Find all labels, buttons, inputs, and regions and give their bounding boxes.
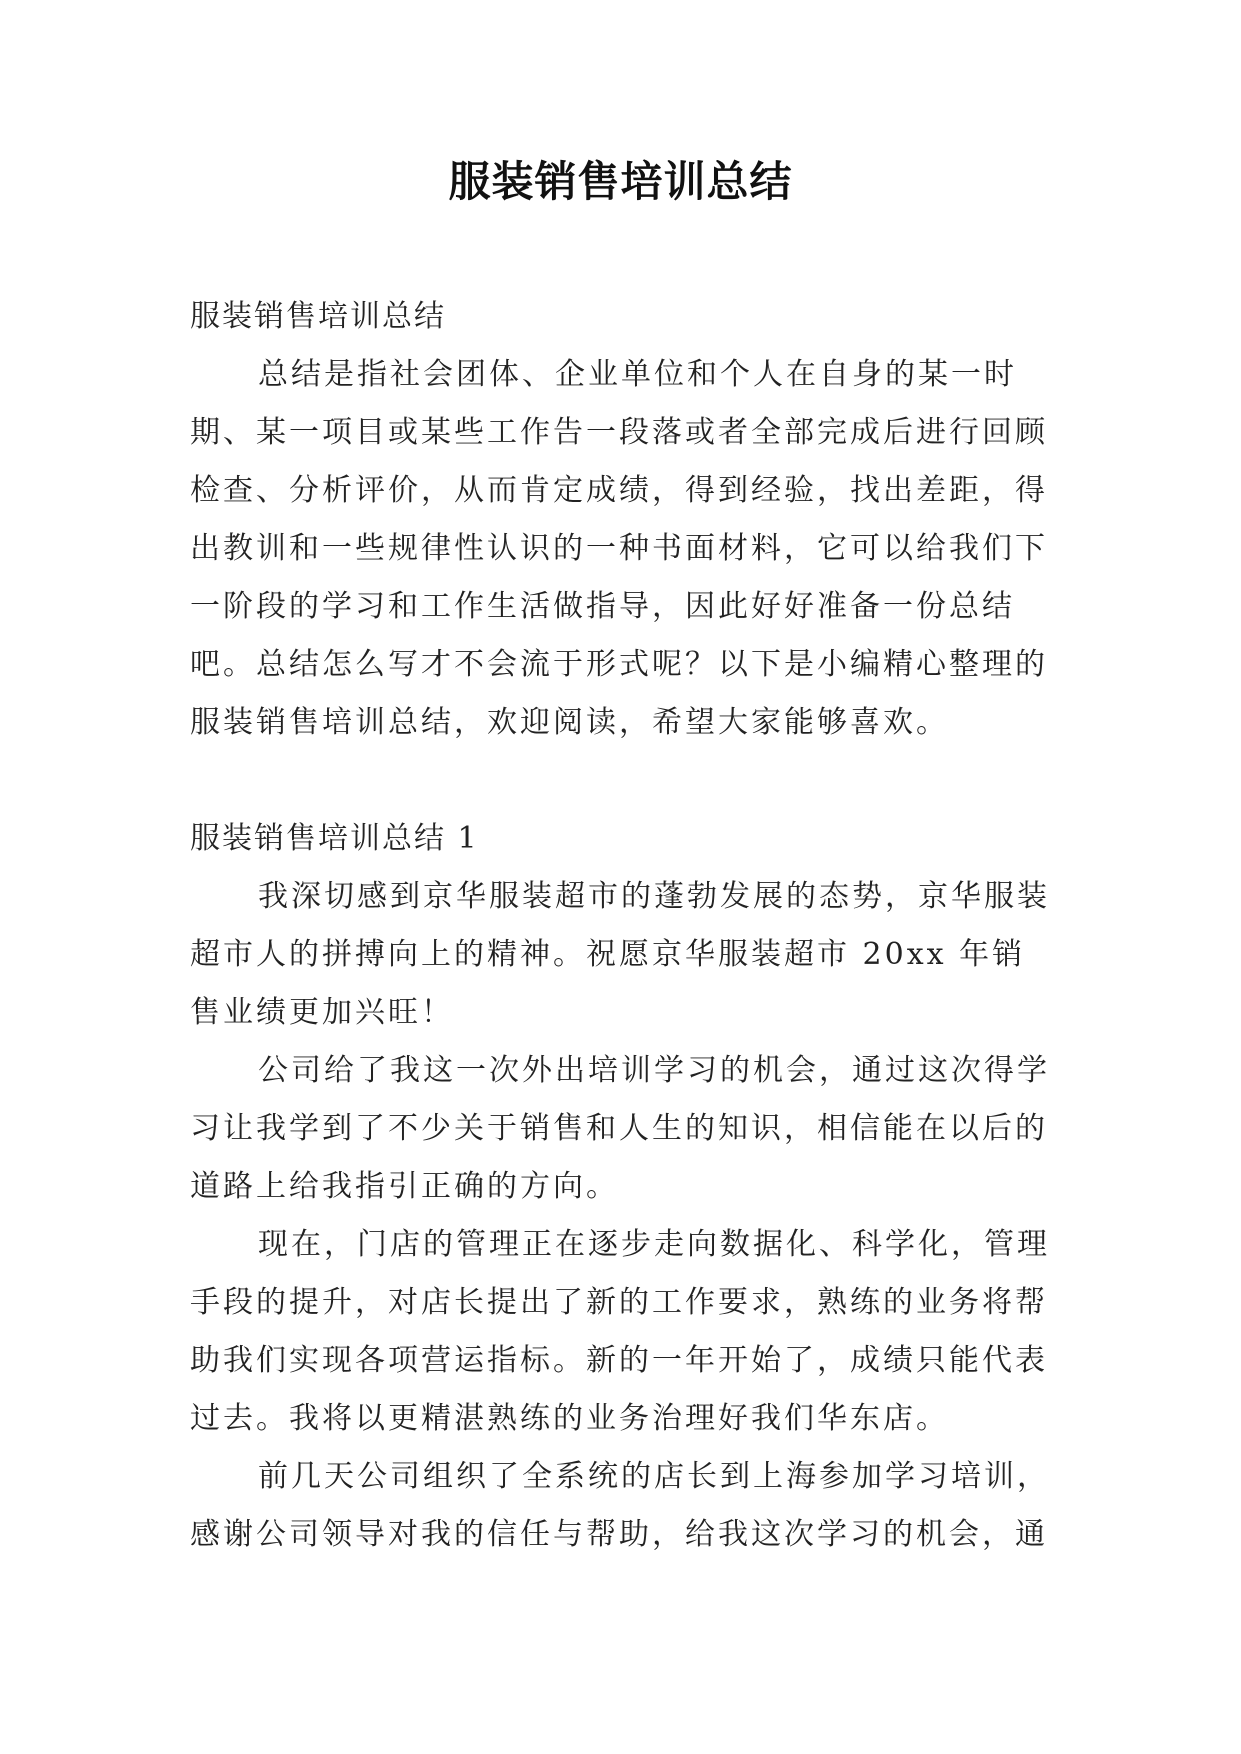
text-line: 前几天公司组织了全系统的店长到上海参加学习培训， <box>258 1459 1050 1494</box>
intro-paragraph <box>190 346 1052 752</box>
text-line: 公司给了我这一次外出培训学习的机会，通过这次得学 <box>258 1053 1050 1088</box>
paragraph <box>190 1042 1052 1216</box>
text-line: 道路上给我指引正确的方向。 <box>190 1169 619 1204</box>
text-line: 业绩更加兴旺！ <box>223 995 454 1030</box>
text-line: 习让我学到了不少关于销售和人生的知识，相信能在以后的 <box>190 1111 1048 1146</box>
section-heading: 服装销售培训总结 1 <box>190 821 479 856</box>
text-line: 某一项目或某些工作告一段落或者全部完成后进行回顾检 <box>190 415 1048 508</box>
text-line: 超市人的拼搏向上的精神。祝愿京华服装超市 20xx 年销售 <box>190 937 1026 1030</box>
document-title: 服装销售培训总结 <box>448 157 793 206</box>
text-line: 过去。我将以更精湛熟练的业务治理好我们华东店。 <box>190 1401 949 1436</box>
text-line: 总结是指社会团体、企业单位和个人在自身的某一时期、 <box>190 357 1017 450</box>
text-line: 查、分析评价，从而肯定成绩，得到经验，找出差距，得出 <box>190 473 1048 566</box>
paragraph <box>190 1448 1052 1564</box>
text-line: 感谢公司领导对我的信任与帮助，给我这次学习的机会，通 <box>190 1517 1048 1552</box>
text-line: 现在，门店的管理正在逐步走向数据化、科学化，管理 <box>258 1227 1050 1262</box>
paragraph <box>190 1216 1052 1448</box>
paragraph <box>190 868 1052 1042</box>
text-line: 总结怎么写才不会流于形式呢？以下是小编精心整理的服 <box>190 647 1048 740</box>
document-body <box>190 288 1052 1564</box>
text-line: 阶段的学习和工作生活做指导，因此好好准备一份总结吧。 <box>190 589 1015 682</box>
intro-heading: 服装销售培训总结 <box>190 299 446 334</box>
text-line: 我深切感到京华服装超市的蓬勃发展的态势，京华服装 <box>258 879 1050 914</box>
text-line: 装销售培训总结，欢迎阅读，希望大家能够喜欢。 <box>223 705 949 740</box>
text-line: 助我们实现各项营运指标。新的一年开始了，成绩只能代表 <box>190 1343 1048 1378</box>
section-spacer <box>190 752 1052 810</box>
text-line: 手段的提升，对店长提出了新的工作要求，熟练的业务将帮 <box>190 1285 1048 1320</box>
text-line: 教训和一些规律性认识的一种书面材料，它可以给我们下一 <box>190 531 1048 624</box>
